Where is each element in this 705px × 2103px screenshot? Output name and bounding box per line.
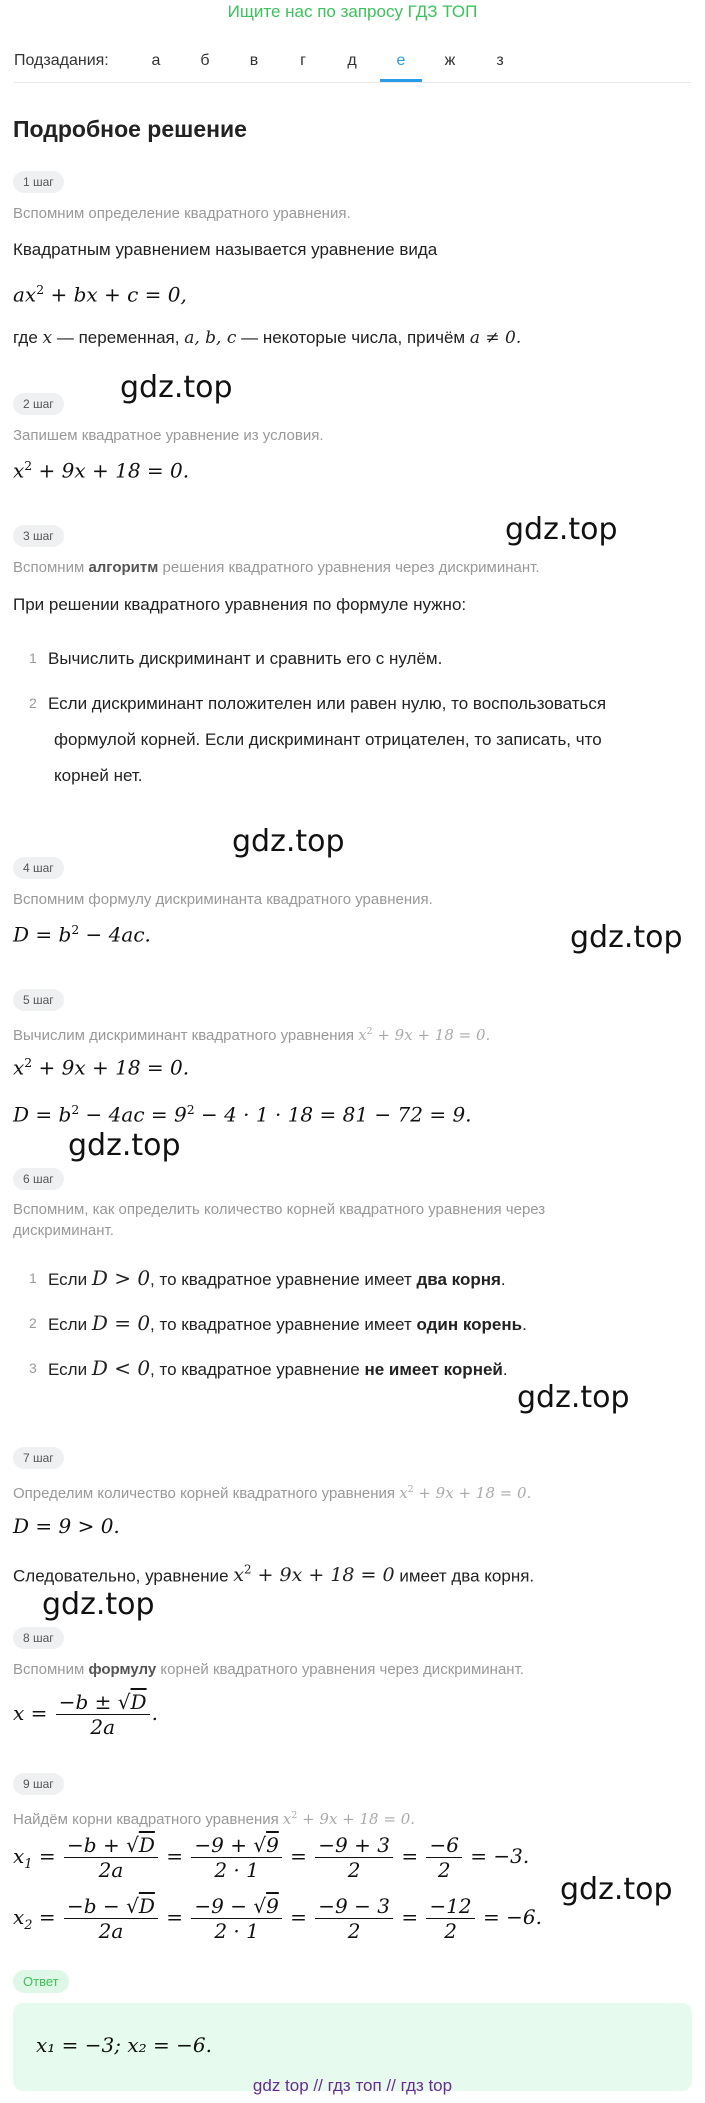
step-note: Определим количество корней квадратного уравнения $x^2 + 9x + 18 = 0$.: [13, 1484, 532, 1502]
formula-root-2: $x_2$ = $\frac{-b - √D}{2a}$ = $\frac{-9 - √9}{2 \cdot 1}$ = $\frac{-9 - 3}{2}$ = $\frac{-12}{2}$ = −6.: [13, 1894, 542, 1943]
step-text: Следовательно, уравнение $x^2 + 9x + 18 = 0$ имеет два корня.: [13, 1563, 535, 1587]
list-item: Если D = 0, то квадратное уравнение имеет один корень.: [48, 1311, 527, 1335]
step-badge: 6 шаг: [13, 1168, 64, 1190]
formula-discriminant-calc: $D = b^2 - 4ac = 9^2 - 4 \cdot 1 \cdot 18 = 81 - 72 = 9$.: [13, 1102, 472, 1127]
tab-v[interactable]: в: [249, 52, 259, 69]
promo-banner[interactable]: Ищите нас по запросу ГДЗ ТОП: [227, 2, 478, 21]
step-note: дискриминант.: [13, 1222, 114, 1239]
watermark: gdz.top: [120, 370, 233, 405]
page-title: Подробное решение: [13, 116, 247, 142]
step-note: Вспомним определение квадратного уравнения.: [13, 205, 351, 222]
step-badge: 5 шаг: [13, 989, 64, 1011]
watermark: gdz.top: [68, 1128, 181, 1163]
watermark: gdz.top: [232, 824, 345, 859]
watermark: gdz.top: [505, 512, 618, 547]
answer-badge: Ответ: [13, 1970, 69, 1993]
tab-z[interactable]: з: [496, 52, 504, 69]
step-badge: 1 шаг: [13, 171, 64, 193]
watermark: gdz.top: [560, 1872, 673, 1907]
step-text: Квадратным уравнением называется уравнение вида: [13, 240, 438, 259]
watermark: gdz.top: [570, 920, 683, 955]
watermark: gdz.top: [517, 1380, 630, 1415]
step-note: Вспомним формулу корней квадратного уравнения через дискриминант.: [13, 1661, 524, 1678]
step-badge: 2 шаг: [13, 393, 64, 415]
formula-general: $ax^2$ + bx + c = 0,: [13, 282, 187, 307]
list-number: 1: [29, 650, 37, 666]
step-note: Вспомним формулу дискриминанта квадратного уравнения.: [13, 891, 433, 908]
footer-links[interactable]: gdz top // гдз топ // гдз top: [252, 2076, 453, 2095]
list-item: Если дискриминант положителен или равен нулю, то воспользоваться: [48, 694, 607, 713]
subtasks-label: Подзадания:: [14, 52, 109, 69]
step-text: где x — переменная, a, b, c — некоторые числа, причём a ≠ 0.: [13, 328, 522, 348]
step-badge: 9 шаг: [13, 1773, 64, 1795]
tab-zh[interactable]: ж: [444, 52, 456, 69]
list-item: корней нет.: [54, 766, 143, 785]
list-number: 3: [29, 1360, 37, 1376]
step-badge: 7 шаг: [13, 1447, 64, 1469]
step-badge: 4 шаг: [13, 857, 64, 879]
list-number: 2: [29, 1315, 37, 1331]
step-note: Найдём корни квадратного уравнения $x^2 + 9x + 18 = 0$.: [13, 1810, 416, 1828]
formula-roots: x = $\frac{-b \pm √D}{2a}$ .: [13, 1690, 158, 1739]
watermark: gdz.top: [42, 1587, 155, 1622]
list-item: формулой корней. Если дискриминант отрицателен, то записать, что: [54, 730, 602, 749]
tab-a[interactable]: а: [151, 52, 161, 69]
step-text: При решении квадратного уравнения по формуле нужно:: [13, 595, 467, 614]
list-item: Вычислить дискриминант и сравнить его с нулём.: [48, 649, 443, 668]
step-badge: 8 шаг: [13, 1627, 64, 1649]
active-tab-indicator: [380, 79, 422, 82]
step-badge: 3 шаг: [13, 525, 64, 547]
formula-root-1: $x_1$ = $\frac{-b + √D}{2a}$ = $\frac{-9 + √9}{2 \cdot 1}$ = $\frac{-9 + 3}{2}$ = $\frac{-6}{2}$ = −3.: [13, 1833, 530, 1882]
step-note: Запишем квадратное уравнение из условия.: [13, 427, 324, 444]
tab-g[interactable]: г: [300, 52, 306, 69]
tab-b[interactable]: б: [200, 52, 210, 69]
formula-equation: $x^2 + 9x + 18 = 0$.: [13, 458, 190, 483]
formula-equation: $x^2 + 9x + 18 = 0$.: [13, 1055, 190, 1080]
list-item: Если D > 0, то квадратное уравнение имеет два корня.: [48, 1266, 506, 1290]
subtasks-bar: [14, 48, 691, 83]
answer-value: x₁ = −3; x₂ = −6.: [36, 2033, 212, 2057]
list-number: 2: [29, 695, 37, 711]
step-note: Вычислим дискриминант квадратного уравнения $x^2 + 9x + 18 = 0$.: [13, 1026, 491, 1044]
step-note: Вспомним, как определить количество корней квадратного уравнения через: [13, 1201, 546, 1218]
tab-d[interactable]: д: [347, 52, 357, 69]
formula-discriminant: $D = b^2 - 4ac$.: [13, 922, 151, 947]
step-note: Вспомним алгоритм решения квадратного уравнения через дискриминант.: [13, 559, 540, 576]
formula-d-value: D = 9 > 0.: [13, 1514, 120, 1538]
tab-e[interactable]: е: [396, 52, 406, 69]
list-number: 1: [29, 1270, 37, 1286]
list-item: Если D < 0, то квадратное уравнение не имеет корней.: [48, 1356, 508, 1380]
